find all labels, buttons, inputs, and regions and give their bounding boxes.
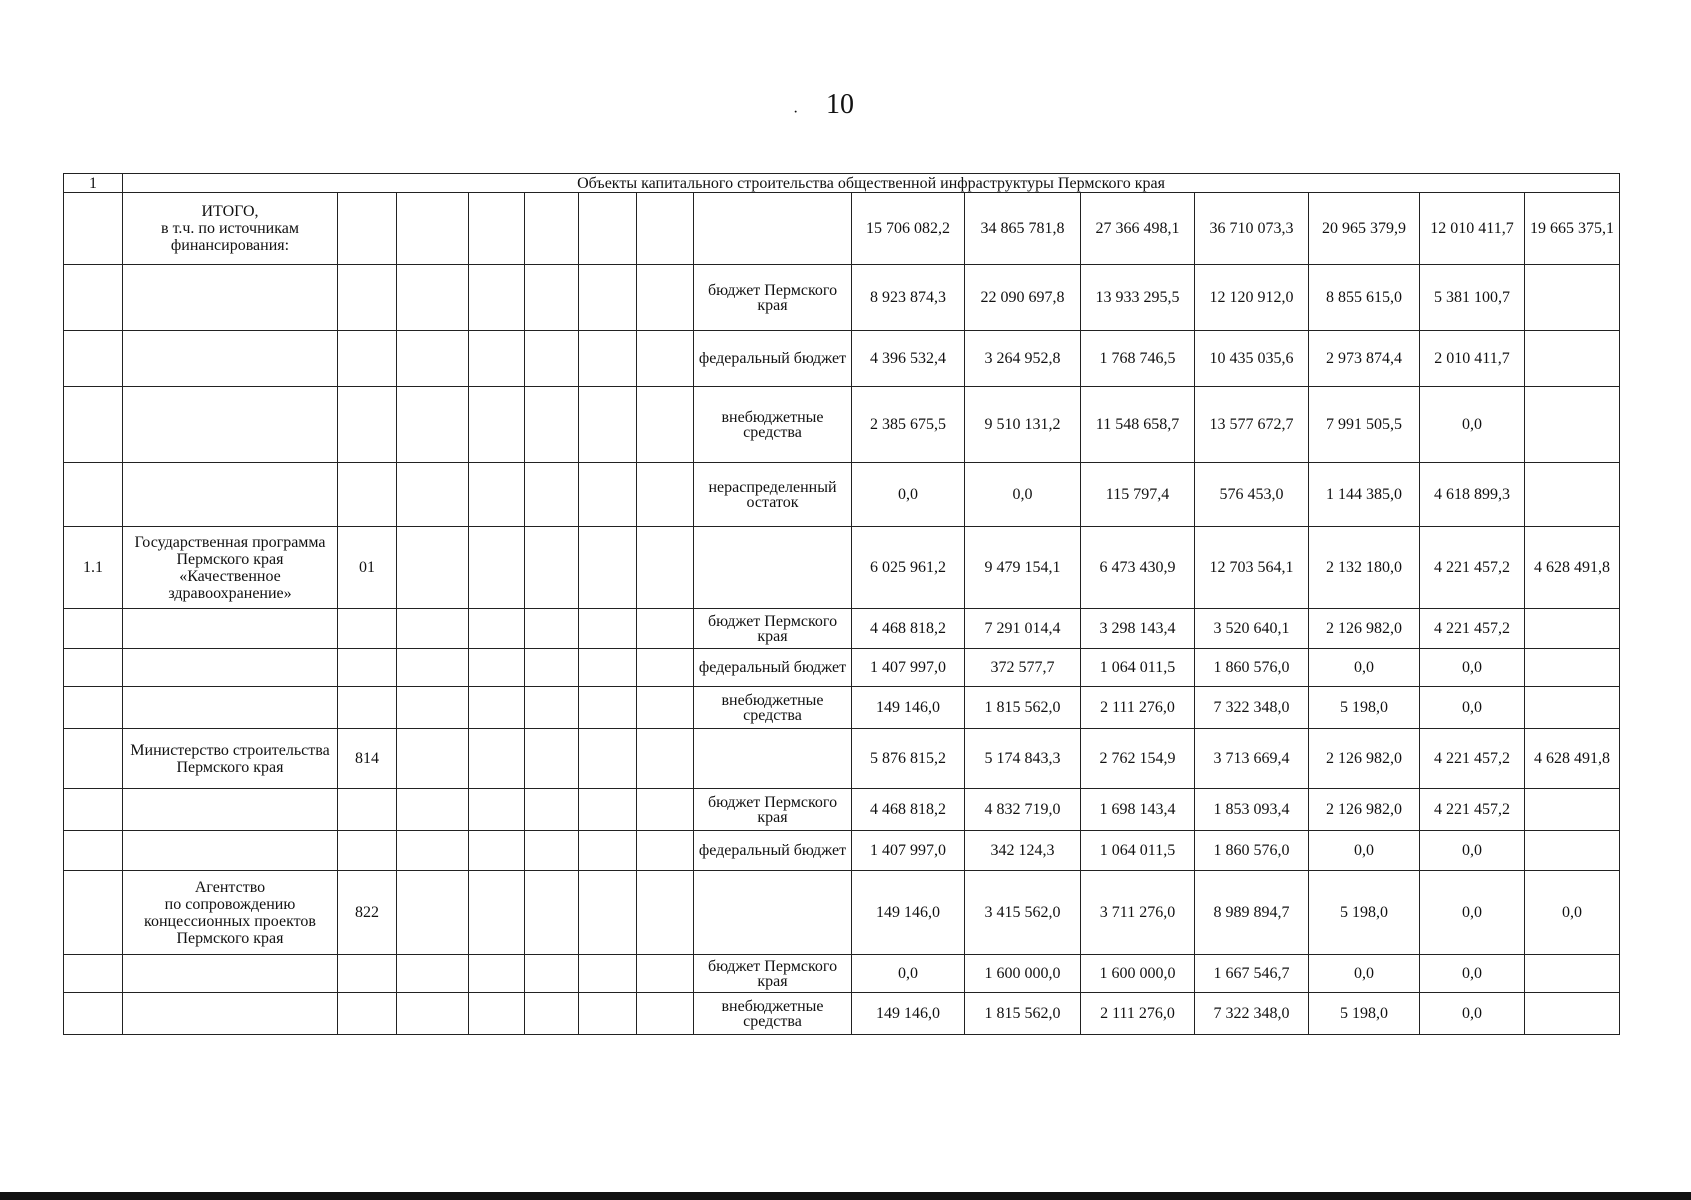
amount-cell: 5 876 815,2 — [852, 729, 965, 789]
empty-cell — [397, 387, 469, 463]
table-row — [64, 955, 1620, 993]
empty-cell — [525, 871, 579, 955]
amount-cell — [1525, 331, 1620, 387]
amount-cell: 115 797,4 — [1081, 463, 1195, 527]
empty-cell — [579, 609, 637, 649]
row-number — [64, 649, 123, 687]
amount-cell: 1 860 576,0 — [1195, 831, 1309, 871]
amount-cell: 0,0 — [1309, 649, 1420, 687]
empty-cell — [637, 649, 694, 687]
amount-cell: 149 146,0 — [852, 993, 965, 1035]
amount-cell: 0,0 — [852, 463, 965, 527]
empty-cell — [469, 331, 525, 387]
amount-cell: 12 120 912,0 — [1195, 265, 1309, 331]
row-name: Министерство строительства Пермского края — [123, 729, 338, 789]
empty-cell — [579, 789, 637, 831]
amount-cell: 4 628 491,8 — [1525, 729, 1620, 789]
amount-cell: 149 146,0 — [852, 687, 965, 729]
amount-cell: 1 600 000,0 — [1081, 955, 1195, 993]
amount-cell: 13 933 295,5 — [1081, 265, 1195, 331]
empty-cell — [525, 831, 579, 871]
row-code — [338, 955, 397, 993]
empty-cell — [637, 193, 694, 265]
empty-cell — [469, 729, 525, 789]
amount-cell: 1 853 093,4 — [1195, 789, 1309, 831]
row-name — [123, 609, 338, 649]
table-row — [64, 527, 1620, 609]
funding-source: федеральный бюджет — [694, 331, 852, 387]
row-code — [338, 609, 397, 649]
amount-cell: 0,0 — [1420, 387, 1525, 463]
row-code — [338, 789, 397, 831]
amount-cell: 7 322 348,0 — [1195, 993, 1309, 1035]
row-code: 814 — [338, 729, 397, 789]
amount-cell: 0,0 — [1420, 687, 1525, 729]
amount-cell — [1525, 265, 1620, 331]
funding-source — [694, 193, 852, 265]
table-row — [64, 265, 1620, 331]
empty-cell — [397, 789, 469, 831]
amount-cell: 2 010 411,7 — [1420, 331, 1525, 387]
amount-cell: 4 628 491,8 — [1525, 527, 1620, 609]
budget-table — [63, 173, 1620, 1035]
row-code — [338, 265, 397, 331]
empty-cell — [637, 265, 694, 331]
funding-source: федеральный бюджет — [694, 831, 852, 871]
amount-cell: 2 132 180,0 — [1309, 527, 1420, 609]
row-number — [64, 687, 123, 729]
amount-cell: 3 711 276,0 — [1081, 871, 1195, 955]
amount-cell: 0,0 — [1525, 871, 1620, 955]
amount-cell: 4 221 457,2 — [1420, 609, 1525, 649]
row-number — [64, 387, 123, 463]
empty-cell — [469, 687, 525, 729]
amount-cell — [1525, 609, 1620, 649]
empty-cell — [469, 955, 525, 993]
row-number — [64, 265, 123, 331]
page-number: 10 — [826, 89, 854, 120]
empty-cell — [397, 527, 469, 609]
amount-cell: 2 111 276,0 — [1081, 993, 1195, 1035]
empty-cell — [579, 193, 637, 265]
row-code: 822 — [338, 871, 397, 955]
empty-cell — [397, 687, 469, 729]
empty-cell — [579, 729, 637, 789]
section-index: 1 — [64, 174, 123, 193]
empty-cell — [469, 831, 525, 871]
amount-cell: 0,0 — [1420, 993, 1525, 1035]
amount-cell: 372 577,7 — [965, 649, 1081, 687]
empty-cell — [397, 463, 469, 527]
row-code: 01 — [338, 527, 397, 609]
empty-cell — [397, 831, 469, 871]
row-number — [64, 193, 123, 265]
table-row — [64, 609, 1620, 649]
amount-cell — [1525, 831, 1620, 871]
empty-cell — [397, 871, 469, 955]
amount-cell — [1525, 387, 1620, 463]
amount-cell: 5 198,0 — [1309, 871, 1420, 955]
funding-source: внебюджетные средства — [694, 387, 852, 463]
row-name: ИТОГО, в т.ч. по источникам финансирования: — [123, 193, 338, 265]
empty-cell — [637, 955, 694, 993]
table-row — [64, 387, 1620, 463]
empty-cell — [579, 871, 637, 955]
scan-edge — [0, 1192, 1691, 1200]
empty-cell — [397, 609, 469, 649]
table-row — [64, 871, 1620, 955]
amount-cell: 3 520 640,1 — [1195, 609, 1309, 649]
empty-cell — [525, 527, 579, 609]
amount-cell — [1525, 649, 1620, 687]
row-name — [123, 993, 338, 1035]
amount-cell: 1 860 576,0 — [1195, 649, 1309, 687]
empty-cell — [397, 265, 469, 331]
empty-cell — [525, 687, 579, 729]
empty-cell — [525, 609, 579, 649]
row-number — [64, 955, 123, 993]
row-number — [64, 331, 123, 387]
amount-cell: 0,0 — [1309, 955, 1420, 993]
row-number — [64, 831, 123, 871]
table-row — [64, 993, 1620, 1035]
amount-cell: 4 618 899,3 — [1420, 463, 1525, 527]
amount-cell: 8 989 894,7 — [1195, 871, 1309, 955]
amount-cell: 9 510 131,2 — [965, 387, 1081, 463]
empty-cell — [637, 871, 694, 955]
empty-cell — [469, 649, 525, 687]
empty-cell — [637, 789, 694, 831]
amount-cell: 1 815 562,0 — [965, 687, 1081, 729]
table-row — [64, 649, 1620, 687]
amount-cell: 4 221 457,2 — [1420, 729, 1525, 789]
empty-cell — [469, 789, 525, 831]
amount-cell: 1 407 997,0 — [852, 649, 965, 687]
empty-cell — [397, 729, 469, 789]
empty-cell — [469, 527, 525, 609]
amount-cell: 12 010 411,7 — [1420, 193, 1525, 265]
row-code — [338, 331, 397, 387]
table-row — [64, 687, 1620, 729]
amount-cell: 1 815 562,0 — [965, 993, 1081, 1035]
amount-cell: 2 111 276,0 — [1081, 687, 1195, 729]
empty-cell — [579, 527, 637, 609]
scan-dot: · — [793, 104, 799, 121]
amount-cell: 3 298 143,4 — [1081, 609, 1195, 649]
amount-cell: 0,0 — [1420, 871, 1525, 955]
amount-cell: 9 479 154,1 — [965, 527, 1081, 609]
empty-cell — [397, 649, 469, 687]
empty-cell — [397, 331, 469, 387]
empty-cell — [397, 993, 469, 1035]
amount-cell: 4 221 457,2 — [1420, 527, 1525, 609]
amount-cell — [1525, 789, 1620, 831]
row-name — [123, 955, 338, 993]
amount-cell: 6 025 961,2 — [852, 527, 965, 609]
amount-cell: 1 064 011,5 — [1081, 831, 1195, 871]
amount-cell: 0,0 — [965, 463, 1081, 527]
amount-cell: 0,0 — [1309, 831, 1420, 871]
amount-cell — [1525, 955, 1620, 993]
funding-source — [694, 729, 852, 789]
amount-cell: 2 126 982,0 — [1309, 729, 1420, 789]
row-name: Государственная программа Пермского края «Качественное здравоохранение» — [123, 527, 338, 609]
row-code — [338, 463, 397, 527]
empty-cell — [579, 993, 637, 1035]
empty-cell — [469, 993, 525, 1035]
amount-cell: 27 366 498,1 — [1081, 193, 1195, 265]
amount-cell: 1 667 546,7 — [1195, 955, 1309, 993]
funding-source: внебюджетные средства — [694, 687, 852, 729]
amount-cell: 0,0 — [852, 955, 965, 993]
amount-cell: 1 698 143,4 — [1081, 789, 1195, 831]
empty-cell — [637, 687, 694, 729]
amount-cell: 4 396 532,4 — [852, 331, 965, 387]
amount-cell: 0,0 — [1420, 649, 1525, 687]
row-number — [64, 729, 123, 789]
row-number — [64, 789, 123, 831]
amount-cell — [1525, 687, 1620, 729]
row-name — [123, 265, 338, 331]
funding-source — [694, 527, 852, 609]
funding-source: федеральный бюджет — [694, 649, 852, 687]
empty-cell — [525, 993, 579, 1035]
amount-cell: 342 124,3 — [965, 831, 1081, 871]
row-name — [123, 331, 338, 387]
empty-cell — [525, 193, 579, 265]
table-row — [64, 193, 1620, 265]
empty-cell — [525, 463, 579, 527]
amount-cell: 22 090 697,8 — [965, 265, 1081, 331]
amount-cell: 2 126 982,0 — [1309, 609, 1420, 649]
table-row — [64, 331, 1620, 387]
funding-source — [694, 871, 852, 955]
amount-cell: 149 146,0 — [852, 871, 965, 955]
empty-cell — [525, 387, 579, 463]
amount-cell: 19 665 375,1 — [1525, 193, 1620, 265]
table-row — [64, 729, 1620, 789]
empty-cell — [469, 463, 525, 527]
amount-cell: 4 468 818,2 — [852, 789, 965, 831]
empty-cell — [525, 789, 579, 831]
empty-cell — [579, 463, 637, 527]
empty-cell — [637, 609, 694, 649]
amount-cell: 5 381 100,7 — [1420, 265, 1525, 331]
empty-cell — [637, 831, 694, 871]
empty-cell — [469, 871, 525, 955]
funding-source: бюджет Пермского края — [694, 265, 852, 331]
amount-cell: 13 577 672,7 — [1195, 387, 1309, 463]
amount-cell: 6 473 430,9 — [1081, 527, 1195, 609]
amount-cell: 8 923 874,3 — [852, 265, 965, 331]
empty-cell — [469, 609, 525, 649]
amount-cell: 4 832 719,0 — [965, 789, 1081, 831]
table-row — [64, 463, 1620, 527]
amount-cell: 1 407 997,0 — [852, 831, 965, 871]
section-header-row — [64, 174, 1620, 193]
row-name — [123, 687, 338, 729]
row-number: 1.1 — [64, 527, 123, 609]
row-code — [338, 993, 397, 1035]
funding-source: бюджет Пермского края — [694, 955, 852, 993]
empty-cell — [637, 729, 694, 789]
amount-cell: 1 144 385,0 — [1309, 463, 1420, 527]
empty-cell — [525, 955, 579, 993]
empty-cell — [637, 331, 694, 387]
empty-cell — [579, 955, 637, 993]
amount-cell: 7 291 014,4 — [965, 609, 1081, 649]
amount-cell: 0,0 — [1420, 955, 1525, 993]
amount-cell: 11 548 658,7 — [1081, 387, 1195, 463]
empty-cell — [469, 265, 525, 331]
section-title: Объекты капитального строительства общественной инфраструктуры Пермского края — [123, 174, 1620, 193]
empty-cell — [579, 831, 637, 871]
empty-cell — [637, 527, 694, 609]
table-row — [64, 789, 1620, 831]
amount-cell: 2 762 154,9 — [1081, 729, 1195, 789]
row-code — [338, 387, 397, 463]
amount-cell: 20 965 379,9 — [1309, 193, 1420, 265]
amount-cell: 8 855 615,0 — [1309, 265, 1420, 331]
row-code — [338, 831, 397, 871]
amount-cell: 5 174 843,3 — [965, 729, 1081, 789]
empty-cell — [397, 955, 469, 993]
amount-cell: 3 415 562,0 — [965, 871, 1081, 955]
amount-cell: 15 706 082,2 — [852, 193, 965, 265]
row-name — [123, 789, 338, 831]
row-name — [123, 831, 338, 871]
amount-cell: 5 198,0 — [1309, 687, 1420, 729]
amount-cell: 5 198,0 — [1309, 993, 1420, 1035]
row-number — [64, 463, 123, 527]
empty-cell — [579, 687, 637, 729]
amount-cell: 36 710 073,3 — [1195, 193, 1309, 265]
row-number — [64, 993, 123, 1035]
row-name: Агентство по сопровождению концессионных проектов Пермского края — [123, 871, 338, 955]
funding-source: нераспределенный остаток — [694, 463, 852, 527]
empty-cell — [637, 387, 694, 463]
amount-cell: 7 322 348,0 — [1195, 687, 1309, 729]
empty-cell — [637, 463, 694, 527]
empty-cell — [579, 387, 637, 463]
funding-source: бюджет Пермского края — [694, 609, 852, 649]
table-row — [64, 831, 1620, 871]
row-name — [123, 387, 338, 463]
amount-cell: 0,0 — [1420, 831, 1525, 871]
empty-cell — [637, 993, 694, 1035]
empty-cell — [469, 387, 525, 463]
funding-source: бюджет Пермского края — [694, 789, 852, 831]
amount-cell — [1525, 463, 1620, 527]
empty-cell — [525, 265, 579, 331]
amount-cell: 1 064 011,5 — [1081, 649, 1195, 687]
amount-cell: 2 385 675,5 — [852, 387, 965, 463]
empty-cell — [579, 265, 637, 331]
amount-cell — [1525, 993, 1620, 1035]
row-name — [123, 463, 338, 527]
amount-cell: 3 713 669,4 — [1195, 729, 1309, 789]
amount-cell: 7 991 505,5 — [1309, 387, 1420, 463]
amount-cell: 1 600 000,0 — [965, 955, 1081, 993]
row-name — [123, 649, 338, 687]
amount-cell: 10 435 035,6 — [1195, 331, 1309, 387]
amount-cell: 4 468 818,2 — [852, 609, 965, 649]
empty-cell — [579, 649, 637, 687]
amount-cell: 4 221 457,2 — [1420, 789, 1525, 831]
funding-source: внебюджетные средства — [694, 993, 852, 1035]
empty-cell — [525, 649, 579, 687]
empty-cell — [525, 729, 579, 789]
row-number — [64, 609, 123, 649]
row-code — [338, 687, 397, 729]
amount-cell: 576 453,0 — [1195, 463, 1309, 527]
empty-cell — [397, 193, 469, 265]
amount-cell: 34 865 781,8 — [965, 193, 1081, 265]
row-code — [338, 193, 397, 265]
row-number — [64, 871, 123, 955]
amount-cell: 1 768 746,5 — [1081, 331, 1195, 387]
empty-cell — [525, 331, 579, 387]
amount-cell: 2 973 874,4 — [1309, 331, 1420, 387]
amount-cell: 3 264 952,8 — [965, 331, 1081, 387]
row-code — [338, 649, 397, 687]
amount-cell: 2 126 982,0 — [1309, 789, 1420, 831]
empty-cell — [469, 193, 525, 265]
empty-cell — [579, 331, 637, 387]
amount-cell: 12 703 564,1 — [1195, 527, 1309, 609]
